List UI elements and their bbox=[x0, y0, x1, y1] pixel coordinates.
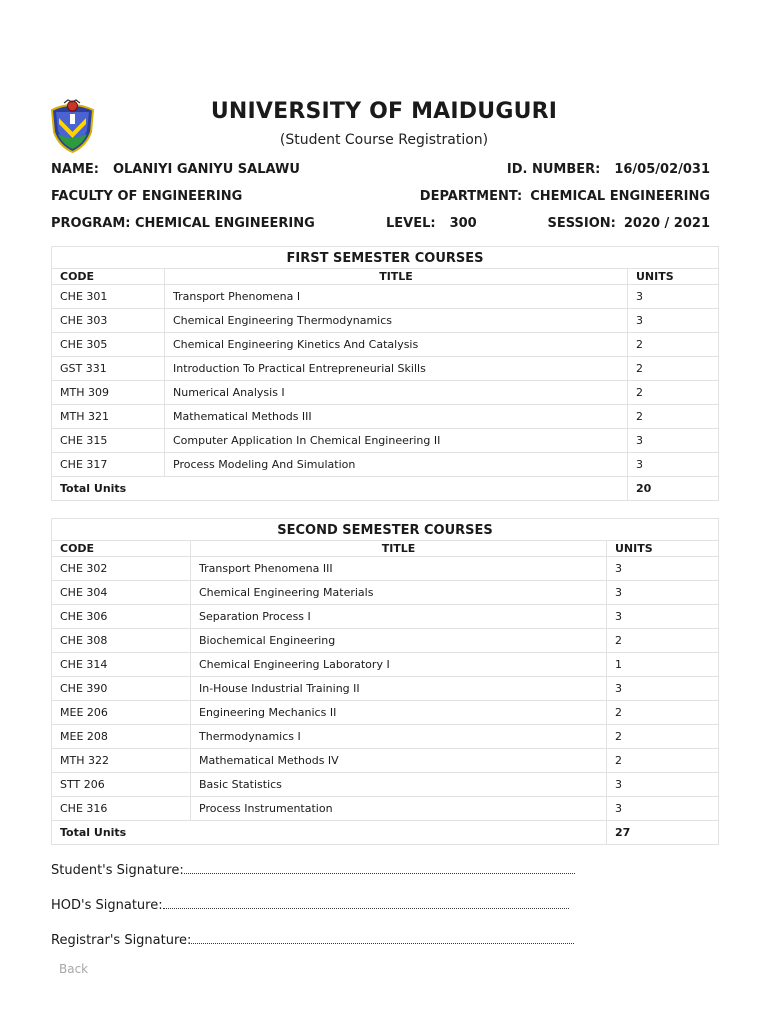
course-title: Chemical Engineering Materials bbox=[191, 581, 607, 605]
second-semester-table bbox=[51, 518, 719, 845]
table-row bbox=[52, 773, 719, 797]
course-units: 2 bbox=[607, 725, 719, 749]
course-units: 1 bbox=[607, 653, 719, 677]
course-units: 2 bbox=[628, 405, 719, 429]
course-units: 3 bbox=[607, 605, 719, 629]
table-row bbox=[52, 725, 719, 749]
course-code: STT 206 bbox=[52, 773, 191, 797]
total-units-value: 27 bbox=[607, 821, 719, 845]
course-code: CHE 390 bbox=[52, 677, 191, 701]
level: 300 bbox=[449, 216, 477, 231]
course-units: 3 bbox=[628, 429, 719, 453]
course-title: In-House Industrial Training II bbox=[191, 677, 607, 701]
total-units-label: Total Units bbox=[52, 821, 607, 845]
course-code: MEE 208 bbox=[52, 725, 191, 749]
course-title: Engineering Mechanics II bbox=[191, 701, 607, 725]
course-title: Chemical Engineering Kinetics And Catalysis bbox=[165, 333, 628, 357]
faculty: FACULTY OF ENGINEERING bbox=[51, 189, 243, 204]
course-title: Mathematical Methods IV bbox=[191, 749, 607, 773]
table-row bbox=[52, 381, 719, 405]
course-units: 2 bbox=[628, 333, 719, 357]
course-units: 2 bbox=[628, 381, 719, 405]
course-title: Biochemical Engineering bbox=[191, 629, 607, 653]
student-signature-label: Student's Signature: bbox=[51, 863, 184, 878]
course-title: Computer Application In Chemical Engineering II bbox=[165, 429, 628, 453]
course-units: 2 bbox=[607, 701, 719, 725]
course-title: Process Modeling And Simulation bbox=[165, 453, 628, 477]
course-code: CHE 308 bbox=[52, 629, 191, 653]
back-link[interactable]: Back bbox=[59, 962, 89, 976]
course-units: 3 bbox=[607, 797, 719, 821]
course-code: MTH 322 bbox=[52, 749, 191, 773]
session: 2020 / 2021 bbox=[623, 216, 710, 231]
table-row bbox=[52, 629, 719, 653]
level-row bbox=[386, 216, 477, 231]
table-row bbox=[52, 333, 719, 357]
student-signature-line bbox=[51, 863, 575, 878]
total-units-label: Total Units bbox=[52, 477, 628, 501]
course-title: Introduction To Practical Entrepreneurial Skills bbox=[165, 357, 628, 381]
course-title: Transport Phenomena III bbox=[191, 557, 607, 581]
signature-dotted-line bbox=[163, 900, 569, 909]
course-title: Separation Process I bbox=[191, 605, 607, 629]
course-title: Transport Phenomena I bbox=[165, 285, 628, 309]
course-code: CHE 316 bbox=[52, 797, 191, 821]
signature-dotted-line bbox=[184, 865, 575, 874]
course-units: 3 bbox=[607, 773, 719, 797]
course-code: CHE 317 bbox=[52, 453, 165, 477]
student-id: 16/05/02/031 bbox=[614, 162, 710, 177]
name-label: NAME: bbox=[51, 162, 99, 177]
column-header-code: CODE bbox=[52, 541, 191, 557]
course-code: CHE 303 bbox=[52, 309, 165, 333]
course-code: MEE 206 bbox=[52, 701, 191, 725]
total-units-value: 20 bbox=[628, 477, 719, 501]
hod-signature-line bbox=[51, 898, 569, 913]
course-code: CHE 306 bbox=[52, 605, 191, 629]
table-row bbox=[52, 677, 719, 701]
table-row bbox=[52, 453, 719, 477]
registrar-signature-label: Registrar's Signature: bbox=[51, 933, 192, 948]
second-semester-caption: SECOND SEMESTER COURSES bbox=[52, 519, 719, 541]
course-title: Chemical Engineering Laboratory I bbox=[191, 653, 607, 677]
column-header-units: UNITS bbox=[628, 269, 719, 285]
department-row bbox=[420, 189, 710, 204]
student-name-row bbox=[51, 162, 300, 177]
table-row bbox=[52, 557, 719, 581]
course-title: Basic Statistics bbox=[191, 773, 607, 797]
course-code: CHE 302 bbox=[52, 557, 191, 581]
course-title: Thermodynamics I bbox=[191, 725, 607, 749]
course-code: GST 331 bbox=[52, 357, 165, 381]
id-label: ID. NUMBER: bbox=[506, 162, 601, 177]
table-row bbox=[52, 581, 719, 605]
table-row bbox=[52, 285, 719, 309]
course-units: 3 bbox=[628, 285, 719, 309]
table-row bbox=[52, 405, 719, 429]
first-semester-caption: FIRST SEMESTER COURSES bbox=[52, 247, 719, 269]
table-row bbox=[52, 797, 719, 821]
column-header-units: UNITS bbox=[607, 541, 719, 557]
session-row bbox=[547, 216, 710, 231]
course-units: 2 bbox=[607, 749, 719, 773]
table-row bbox=[52, 357, 719, 381]
course-units: 2 bbox=[607, 629, 719, 653]
page-subtitle: (Student Course Registration) bbox=[279, 132, 489, 148]
hod-signature-label: HOD's Signature: bbox=[51, 898, 163, 913]
course-units: 2 bbox=[628, 357, 719, 381]
course-code: CHE 314 bbox=[52, 653, 191, 677]
course-title: Mathematical Methods III bbox=[165, 405, 628, 429]
course-title: Chemical Engineering Thermodynamics bbox=[165, 309, 628, 333]
program: PROGRAM: CHEMICAL ENGINEERING bbox=[51, 216, 315, 231]
course-units: 3 bbox=[628, 453, 719, 477]
course-code: MTH 309 bbox=[52, 381, 165, 405]
table-row bbox=[52, 701, 719, 725]
course-code: CHE 305 bbox=[52, 333, 165, 357]
course-code: CHE 315 bbox=[52, 429, 165, 453]
registrar-signature-line bbox=[51, 933, 574, 948]
table-row bbox=[52, 749, 719, 773]
column-header-code: CODE bbox=[52, 269, 165, 285]
course-units: 3 bbox=[607, 581, 719, 605]
table-row bbox=[52, 309, 719, 333]
table-row bbox=[52, 653, 719, 677]
page-title: UNIVERSITY OF MAIDUGURI bbox=[210, 99, 558, 124]
course-title: Process Instrumentation bbox=[191, 797, 607, 821]
first-semester-table bbox=[51, 246, 719, 501]
course-code: CHE 304 bbox=[52, 581, 191, 605]
level-label: LEVEL: bbox=[386, 216, 436, 231]
course-code: CHE 301 bbox=[52, 285, 165, 309]
signature-dotted-line bbox=[191, 935, 574, 944]
column-header-title: TITLE bbox=[165, 269, 628, 285]
department-label: DEPARTMENT: bbox=[419, 189, 523, 204]
table-row bbox=[52, 429, 719, 453]
course-units: 3 bbox=[607, 677, 719, 701]
course-units: 3 bbox=[628, 309, 719, 333]
course-code: MTH 321 bbox=[52, 405, 165, 429]
column-header-title: TITLE bbox=[191, 541, 607, 557]
course-title: Numerical Analysis I bbox=[165, 381, 628, 405]
student-name: OLANIYI GANIYU SALAWU bbox=[112, 162, 300, 177]
department: CHEMICAL ENGINEERING bbox=[530, 189, 710, 204]
course-units: 3 bbox=[607, 557, 719, 581]
student-id-row bbox=[507, 162, 710, 177]
session-label: SESSION: bbox=[547, 216, 616, 231]
table-row bbox=[52, 605, 719, 629]
